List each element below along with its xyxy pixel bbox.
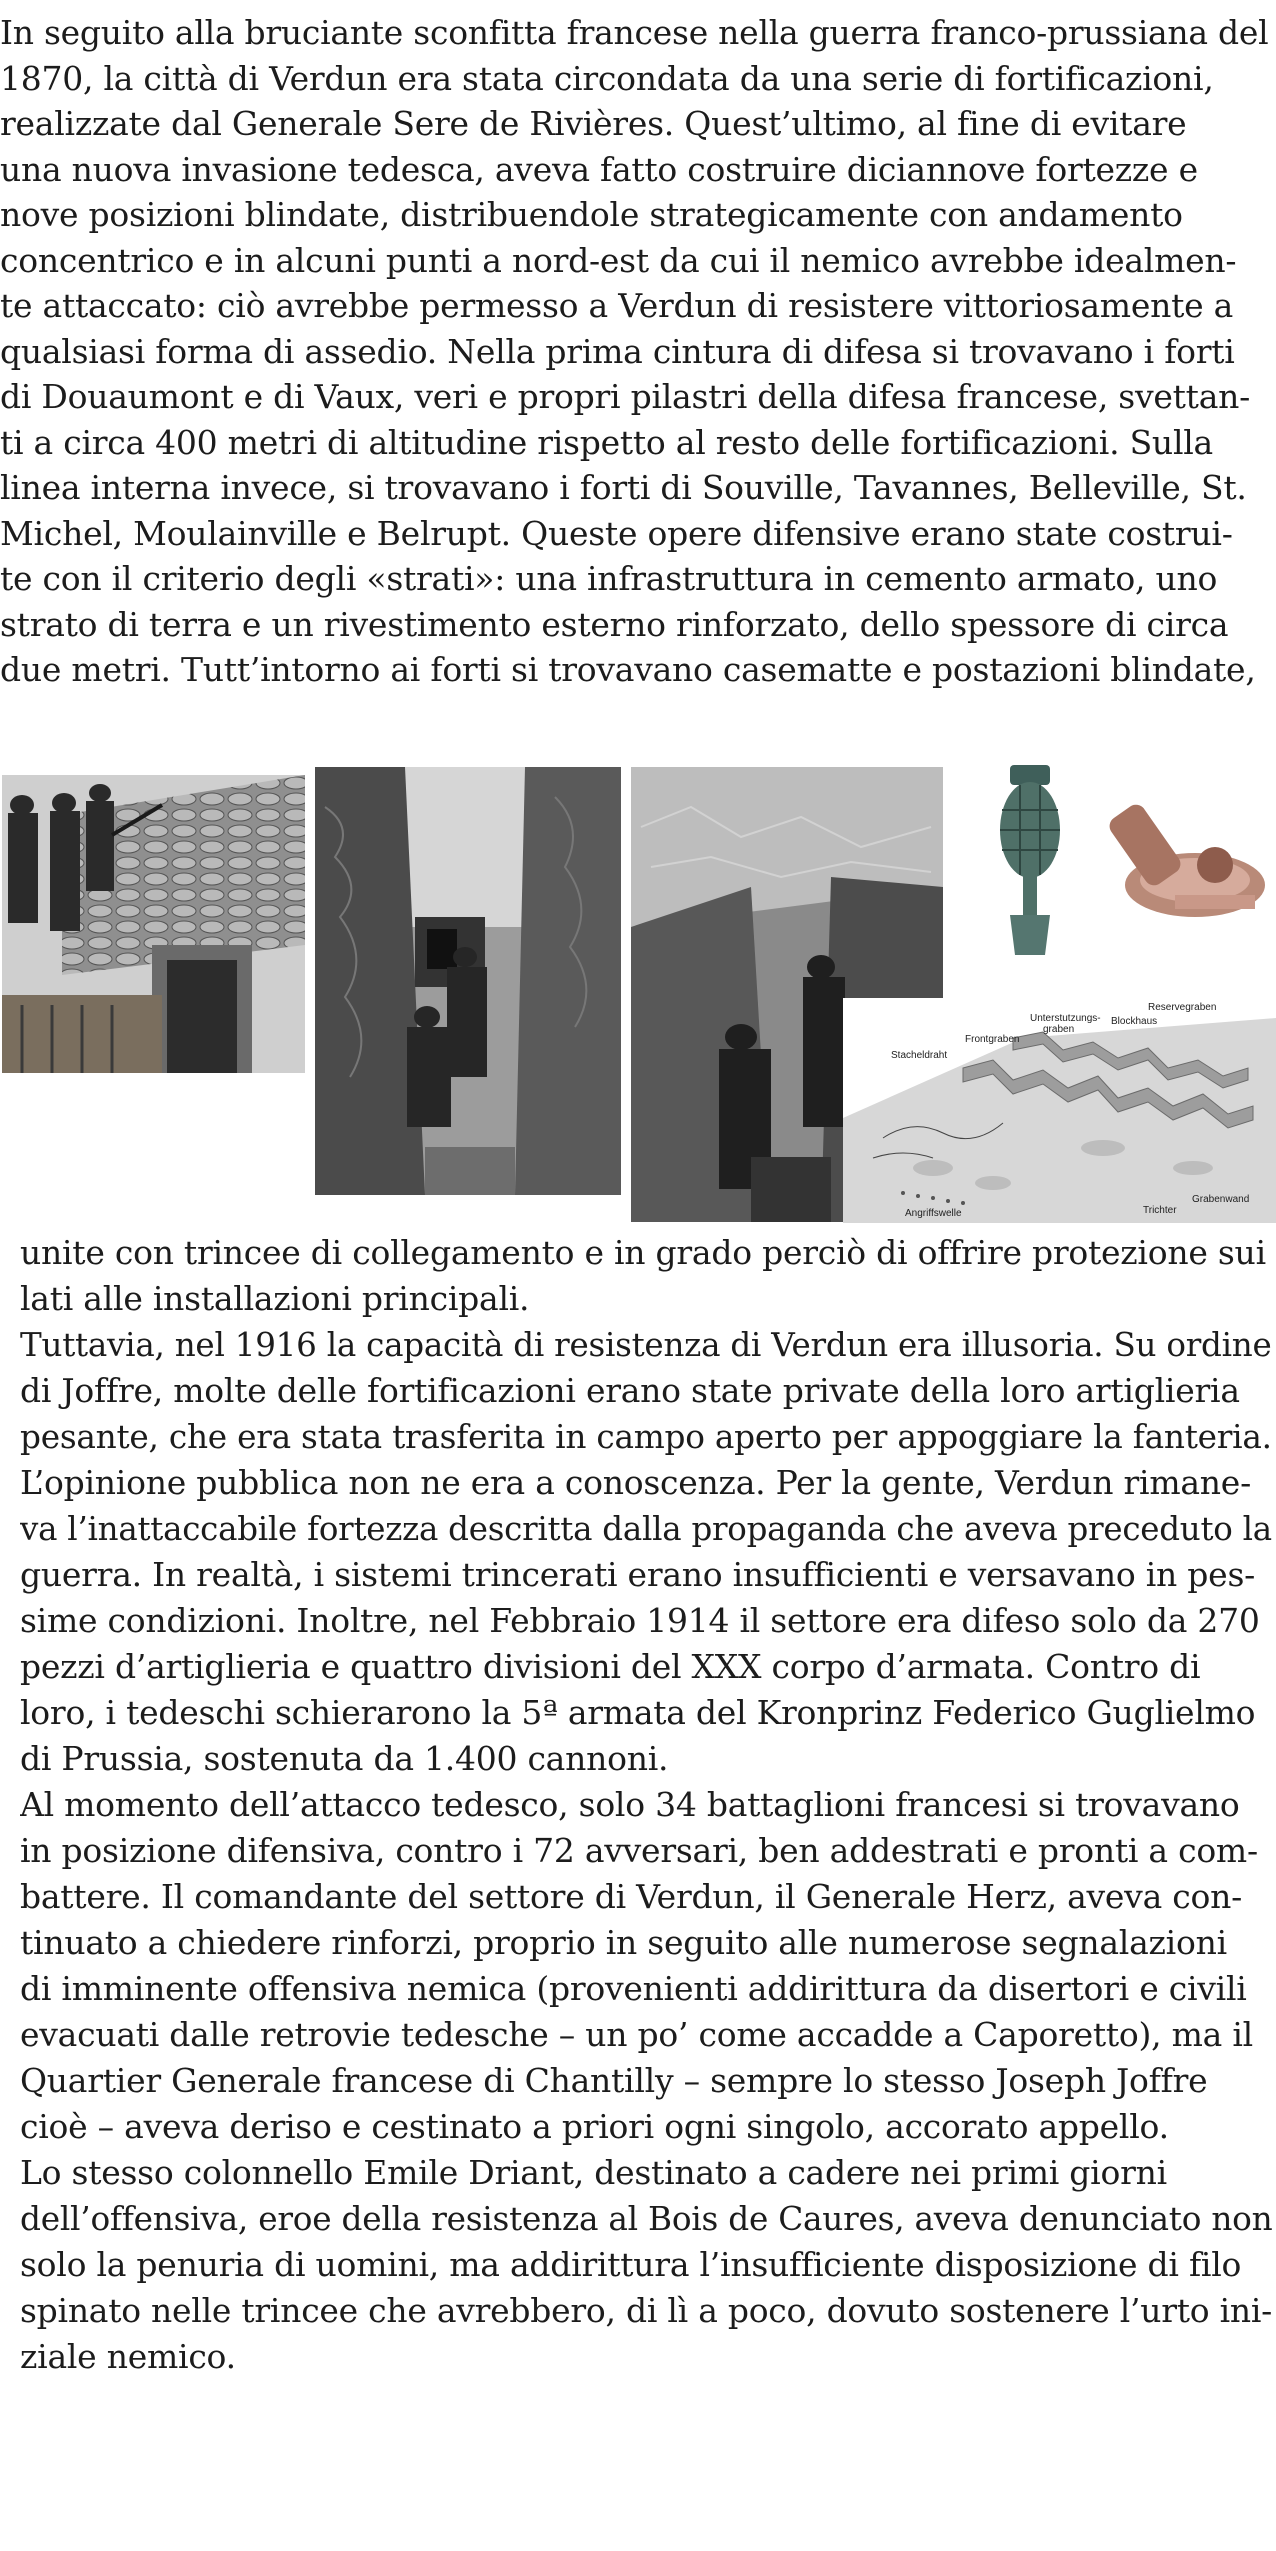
text-line-content: qualsiasi forma di assedio. Nella prima cintura di difesa si trovavano i forti	[0, 331, 1235, 371]
label-trichter: Trichter	[1143, 1205, 1177, 1216]
text-line-content: di Douaumont e di Vaux, veri e propri pilastri della difesa francese, svettan-	[0, 377, 1251, 416]
text-line	[0, 509, 1268, 558]
text-line-content: ti a circa 400 metri di altitudine rispetto al resto delle fortificazioni. Sulla	[0, 422, 1213, 462]
label-unterstutzungsgraben: Unterstutzungs-	[1030, 1013, 1101, 1024]
text-line	[0, 600, 1268, 649]
text-line	[0, 236, 1268, 285]
text-line-content: in posizione difensiva, contro i 72 avversari, ben addestrati e pronti a com-	[20, 1831, 1258, 1870]
text-line	[0, 99, 1268, 148]
text-line	[0, 327, 1268, 376]
text-line-content: te con il criterio degli «strati»: una infrastruttura in cemento armato, uno	[0, 559, 1218, 598]
text-line	[0, 463, 1268, 512]
text-line	[20, 2194, 1272, 2243]
text-line-content: In seguito alla bruciante sconfitta francese nella guerra franco-prussiana del	[0, 13, 1268, 52]
text-line-content: Lo stesso colonnello Emile Driant, destinato a cadere nei primi giorni	[20, 2153, 1167, 2192]
text-line-content: pesante, che era stata trasferita in campo aperto per appoggiare la fanteria.	[20, 1417, 1272, 1456]
label-frontgraben: Frontgraben	[965, 1034, 1020, 1045]
text-line-content: Tuttavia, nel 1916 la capacità di resistenza di Verdun era illusoria. Su ordine	[20, 1325, 1272, 1364]
text-line	[20, 1688, 1272, 1737]
text-line-content: Quartier Generale francese di Chantilly – sempre lo stesso Joseph Joffre	[20, 2061, 1208, 2100]
text-line	[20, 1458, 1272, 1507]
text-line-content: L’opinione pubblica non ne era a conoscenza. Per la gente, Verdun rimane-	[20, 1463, 1251, 1502]
text-line	[20, 1734, 1272, 1783]
photo-trench-corridor	[315, 767, 621, 1195]
label-reservegraben: Reservegraben	[1148, 1002, 1217, 1013]
trench-system-diagram	[843, 998, 1276, 1223]
text-line	[20, 1872, 1272, 1921]
text-line-content: battere. Il comandante del settore di Verdun, il Generale Herz, aveva con-	[20, 1877, 1242, 1916]
text-line	[20, 1642, 1272, 1691]
text-line	[0, 145, 1268, 194]
text-line-content: solo la penuria di uomini, ma addirittura l’insufficiente disposizione di filo	[20, 2245, 1242, 2284]
text-line	[20, 1964, 1272, 2013]
text-line	[20, 1550, 1272, 1599]
label-unterstutzungsgraben-2: graben	[1043, 1024, 1075, 1035]
text-line-content: strato di terra e un rivestimento esterno rinforzato, dello spessore di circa	[0, 604, 1229, 644]
text-line	[20, 2332, 1272, 2381]
text-line-content: cioè – aveva deriso e cestinato a priori ogni singolo, accorato appello.	[20, 2107, 1169, 2146]
text-line	[0, 190, 1268, 239]
text-line	[20, 1826, 1272, 1875]
text-line-content: due metri. Tutt’intorno ai forti si trovavano casematte e postazioni blindate,	[0, 650, 1256, 689]
text-line-content: lati alle installazioni principali.	[20, 1279, 530, 1318]
text-line	[0, 372, 1268, 421]
text-line-content: di Joffre, molte delle fortificazioni erano state private della loro artiglieria	[20, 1371, 1240, 1410]
text-line	[20, 1274, 1272, 1323]
text-line-content: te attaccato: ciò avrebbe permesso a Verdun di resistere vittoriosamente a	[0, 286, 1234, 325]
text-line-content: una nuova invasione tedesca, aveva fatto costruire diciannove fortezze e	[0, 149, 1198, 189]
text-line-content: sime condizioni. Inoltre, nel Febbraio 1914 il settore era difeso solo da 270	[20, 1601, 1260, 1640]
text-line-content: spinato nelle trincee che avrebbero, di lì a poco, dovuto sostenere l’urto ini-	[20, 2291, 1272, 2330]
text-line-content: evacuati dalle retrovie tedesche – un po’ come accadde a Caporetto), ma il	[20, 2015, 1253, 2054]
text-line	[0, 281, 1268, 330]
text-line	[20, 1412, 1272, 1461]
text-line-content: Michel, Moulainville e Belrupt. Queste opere difensive erano state costrui-	[0, 513, 1233, 553]
text-line-content: di Prussia, sostenuta da 1.400 cannoni.	[20, 1739, 669, 1778]
text-line	[20, 1596, 1272, 1645]
text-line-content: 1870, la città di Verdun era stata circondata da una serie di fortificazioni,	[0, 58, 1214, 98]
text-line	[20, 1918, 1272, 1967]
text-line	[0, 54, 1268, 103]
text-line-content: tinuato a chiedere rinforzi, proprio in seguito alle numerose segnalazioni	[20, 1923, 1227, 1962]
text-line-content: concentrico e in alcuni punti a nord-est da cui il nemico avrebbe idealmen-	[0, 240, 1237, 280]
text-line-content: unite con trincee di collegamento e in grado perciò di offrire protezione sui	[20, 1233, 1266, 1272]
text-line-content: Al momento dell’attacco tedesco, solo 34 battaglioni francesi si trovavano	[20, 1785, 1240, 1824]
text-line	[0, 418, 1268, 467]
text-line	[20, 1320, 1272, 1369]
text-line-content: ziale nemico.	[20, 2337, 236, 2376]
text-line	[0, 554, 1268, 603]
text-line	[20, 2240, 1272, 2289]
label-angriffswelle: Angriffswelle	[905, 1208, 962, 1219]
text-line	[20, 1504, 1272, 1553]
text-line	[20, 2010, 1272, 2059]
text-line-content: va l’inattaccabile fortezza descritta dalla propaganda che aveva preceduto la	[20, 1509, 1272, 1548]
photo-soldiers-sandbag-wall	[2, 775, 305, 1073]
photo-strip	[0, 755, 1276, 1221]
label-blockhaus: Blockhaus	[1111, 1016, 1158, 1027]
text-line	[0, 8, 1268, 57]
text-line	[20, 1366, 1272, 1415]
text-line-content: nove posizioni blindate, distribuendole strategicamente con andamento	[0, 195, 1183, 234]
text-line	[20, 2148, 1272, 2197]
text-line	[0, 645, 1268, 694]
text-line-content: guerra. In realtà, i sistemi trincerati erano insufficienti e versavano in pes-	[20, 1555, 1256, 1594]
text-line-content: realizzate dal Generale Sere de Rivières. Quest’ultimo, al fine di evitare	[0, 104, 1187, 143]
text-line-content: di imminente offensiva nemica (provenienti addirittura da disertori e civili	[20, 1969, 1247, 2008]
photo-grenade-and-mortar	[975, 755, 1276, 998]
text-line	[20, 1780, 1272, 1829]
text-line	[20, 2056, 1272, 2105]
text-line	[20, 1228, 1272, 1277]
label-grabenwand: Grabenwand	[1192, 1194, 1250, 1205]
text-line-content: loro, i tedeschi schierarono la 5ª armata del Kronprinz Federico Guglielmo	[20, 1693, 1256, 1732]
text-line	[20, 2286, 1272, 2335]
text-line	[20, 2102, 1272, 2151]
text-line-content: linea interna invece, si trovavano i forti di Souville, Tavannes, Belleville, St.	[0, 468, 1247, 507]
text-line-content: pezzi d’artiglieria e quattro divisioni del XXX corpo d’armata. Contro di	[20, 1647, 1201, 1686]
text-line-content: dell’offensiva, eroe della resistenza al Bois de Caures, aveva denunciato non	[20, 2199, 1272, 2238]
label-stacheldraht: Stacheldraht	[891, 1050, 948, 1061]
